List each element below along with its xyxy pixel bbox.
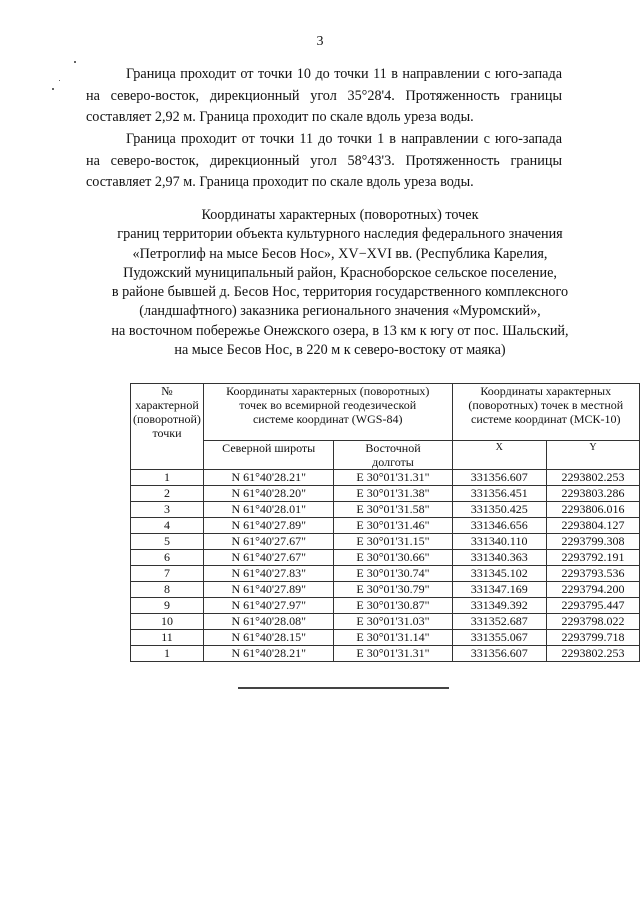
table-row xyxy=(131,550,640,566)
title-line: (ландшафтного) заказника регионального значения «Муромский», xyxy=(139,303,541,320)
title-line: в районе бывшей д. Бесов Нос, территория государственного комплексного xyxy=(111,284,569,301)
cell-x: 331352.687 xyxy=(452,614,546,630)
cell-point-no: 1 xyxy=(131,470,204,486)
cell-y: 2293806.016 xyxy=(546,502,639,518)
cell-y: 2293792.191 xyxy=(546,550,639,566)
header-latitude: Северной широты xyxy=(203,441,334,470)
cell-point-no: 9 xyxy=(131,598,204,614)
cell-longitude: E 30°01'31.46" xyxy=(334,518,452,534)
cell-y: 2293804.127 xyxy=(546,518,639,534)
cell-longitude: E 30°01'31.31" xyxy=(334,646,452,662)
paragraph-text: Граница проходит от точки 10 до точки 11 в направлении с юго-запада на северо-восток, дирекционный угол 35°28'4. Протяженность границы составляет 2,92 м. Граница проходит по скале вдоль уреза воды. xyxy=(86,66,562,125)
cell-latitude: N 61°40'28.15" xyxy=(203,630,334,646)
table-row xyxy=(131,630,640,646)
scan-speck xyxy=(52,88,54,90)
cell-longitude: E 30°01'31.31" xyxy=(334,470,452,486)
cell-y: 2293803.286 xyxy=(546,486,639,502)
cell-longitude: E 30°01'30.66" xyxy=(334,550,452,566)
cell-latitude: N 61°40'27.67" xyxy=(203,534,334,550)
cell-latitude: N 61°40'27.89" xyxy=(203,582,334,598)
paragraph-boundary-10-11 xyxy=(86,64,562,129)
cell-longitude: E 30°01'30.79" xyxy=(334,582,452,598)
cell-y: 2293795.447 xyxy=(546,598,639,614)
cell-y: 2293802.253 xyxy=(546,470,639,486)
section-title xyxy=(80,206,600,360)
cell-point-no: 5 xyxy=(131,534,204,550)
scan-speck xyxy=(59,80,60,81)
table-row xyxy=(131,486,640,502)
table-row xyxy=(131,518,640,534)
cell-longitude: E 30°01'31.58" xyxy=(334,502,452,518)
cell-point-no: 11 xyxy=(131,630,204,646)
table-row xyxy=(131,598,640,614)
title-line: на мысе Бесов Нос, в 220 м к северо-востоку от маяка) xyxy=(174,342,506,359)
cell-y: 2293794.200 xyxy=(546,582,639,598)
cell-longitude: E 30°01'30.87" xyxy=(334,598,452,614)
cell-latitude: N 61°40'27.89" xyxy=(203,518,334,534)
title-line: на восточном побережье Онежского озера, в 13 км к югу от пос. Шальский, xyxy=(111,322,569,339)
header-point-number: № характерной (поворотной) точки xyxy=(131,384,204,470)
cell-latitude: N 61°40'28.01" xyxy=(203,502,334,518)
title-line: Пудожский муниципальный район, Красноборское сельское поселение, xyxy=(123,264,557,281)
cell-longitude: E 30°01'30.74" xyxy=(334,566,452,582)
cell-x: 331340.110 xyxy=(452,534,546,550)
cell-x: 331345.102 xyxy=(452,566,546,582)
cell-point-no: 1 xyxy=(131,646,204,662)
table-row xyxy=(131,646,640,662)
cell-y: 2293799.308 xyxy=(546,534,639,550)
header-wgs84-group: Координаты характерных (поворотных) точек во всемирной геодезической системе координат (WGS-84) xyxy=(203,384,452,441)
header-y: Y xyxy=(546,441,639,470)
cell-latitude: N 61°40'28.20" xyxy=(203,486,334,502)
scan-speck xyxy=(74,61,76,63)
header-msk10-group: Координаты характерных (поворотных) точек в местной системе координат (МСК-10) xyxy=(452,384,639,441)
cell-x: 331346.656 xyxy=(452,518,546,534)
paragraph-text: Граница проходит от точки 11 до точки 1 в направлении с юго-запада на северо-восток, дирекционный угол 58°43'3. Протяженность границы составляет 2,97 м. Граница проходит по скале вдоль уреза воды. xyxy=(86,131,562,190)
cell-point-no: 7 xyxy=(131,566,204,582)
cell-x: 331340.363 xyxy=(452,550,546,566)
page-number: 3 xyxy=(316,34,324,49)
cell-longitude: E 30°01'31.38" xyxy=(334,486,452,502)
cell-point-no: 2 xyxy=(131,486,204,502)
cell-point-no: 10 xyxy=(131,614,204,630)
header-x: X xyxy=(452,441,546,470)
paragraph-boundary-11-1 xyxy=(86,129,562,194)
cell-point-no: 8 xyxy=(131,582,204,598)
cell-x: 331356.451 xyxy=(452,486,546,502)
cell-y: 2293802.253 xyxy=(546,646,639,662)
table-row xyxy=(131,534,640,550)
cell-latitude: N 61°40'27.67" xyxy=(203,550,334,566)
cell-x: 331350.425 xyxy=(452,502,546,518)
cell-y: 2293793.536 xyxy=(546,566,639,582)
cell-x: 331355.067 xyxy=(452,630,546,646)
cell-y: 2293798.022 xyxy=(546,614,639,630)
cell-longitude: E 30°01'31.14" xyxy=(334,630,452,646)
title-line: Координаты характерных (поворотных) точек xyxy=(201,207,479,223)
table-row xyxy=(131,582,640,598)
coordinates-table xyxy=(130,383,640,662)
table-row xyxy=(131,470,640,486)
cell-latitude: N 61°40'28.21" xyxy=(203,646,334,662)
title-line: «Петроглиф на мысе Бесов Нос», XV−XVI вв. (Республика Карелия, xyxy=(132,245,548,262)
table-row xyxy=(131,566,640,582)
cell-x: 331356.607 xyxy=(452,470,546,486)
cell-point-no: 6 xyxy=(131,550,204,566)
table-row xyxy=(131,614,640,630)
header-longitude: Восточной долготы xyxy=(334,441,452,470)
cell-latitude: N 61°40'27.97" xyxy=(203,598,334,614)
cell-longitude: E 30°01'31.03" xyxy=(334,614,452,630)
cell-y: 2293799.718 xyxy=(546,630,639,646)
cell-latitude: N 61°40'28.08" xyxy=(203,614,334,630)
cell-point-no: 3 xyxy=(131,502,204,518)
cell-longitude: E 30°01'31.15" xyxy=(334,534,452,550)
end-divider-line xyxy=(238,687,449,689)
cell-latitude: N 61°40'28.21" xyxy=(203,470,334,486)
table-row xyxy=(131,502,640,518)
cell-x: 331347.169 xyxy=(452,582,546,598)
cell-latitude: N 61°40'27.83" xyxy=(203,566,334,582)
cell-x: 331349.392 xyxy=(452,598,546,614)
cell-point-no: 4 xyxy=(131,518,204,534)
cell-x: 331356.607 xyxy=(452,646,546,662)
title-line: границ территории объекта культурного наследия федерального значения xyxy=(117,226,563,243)
